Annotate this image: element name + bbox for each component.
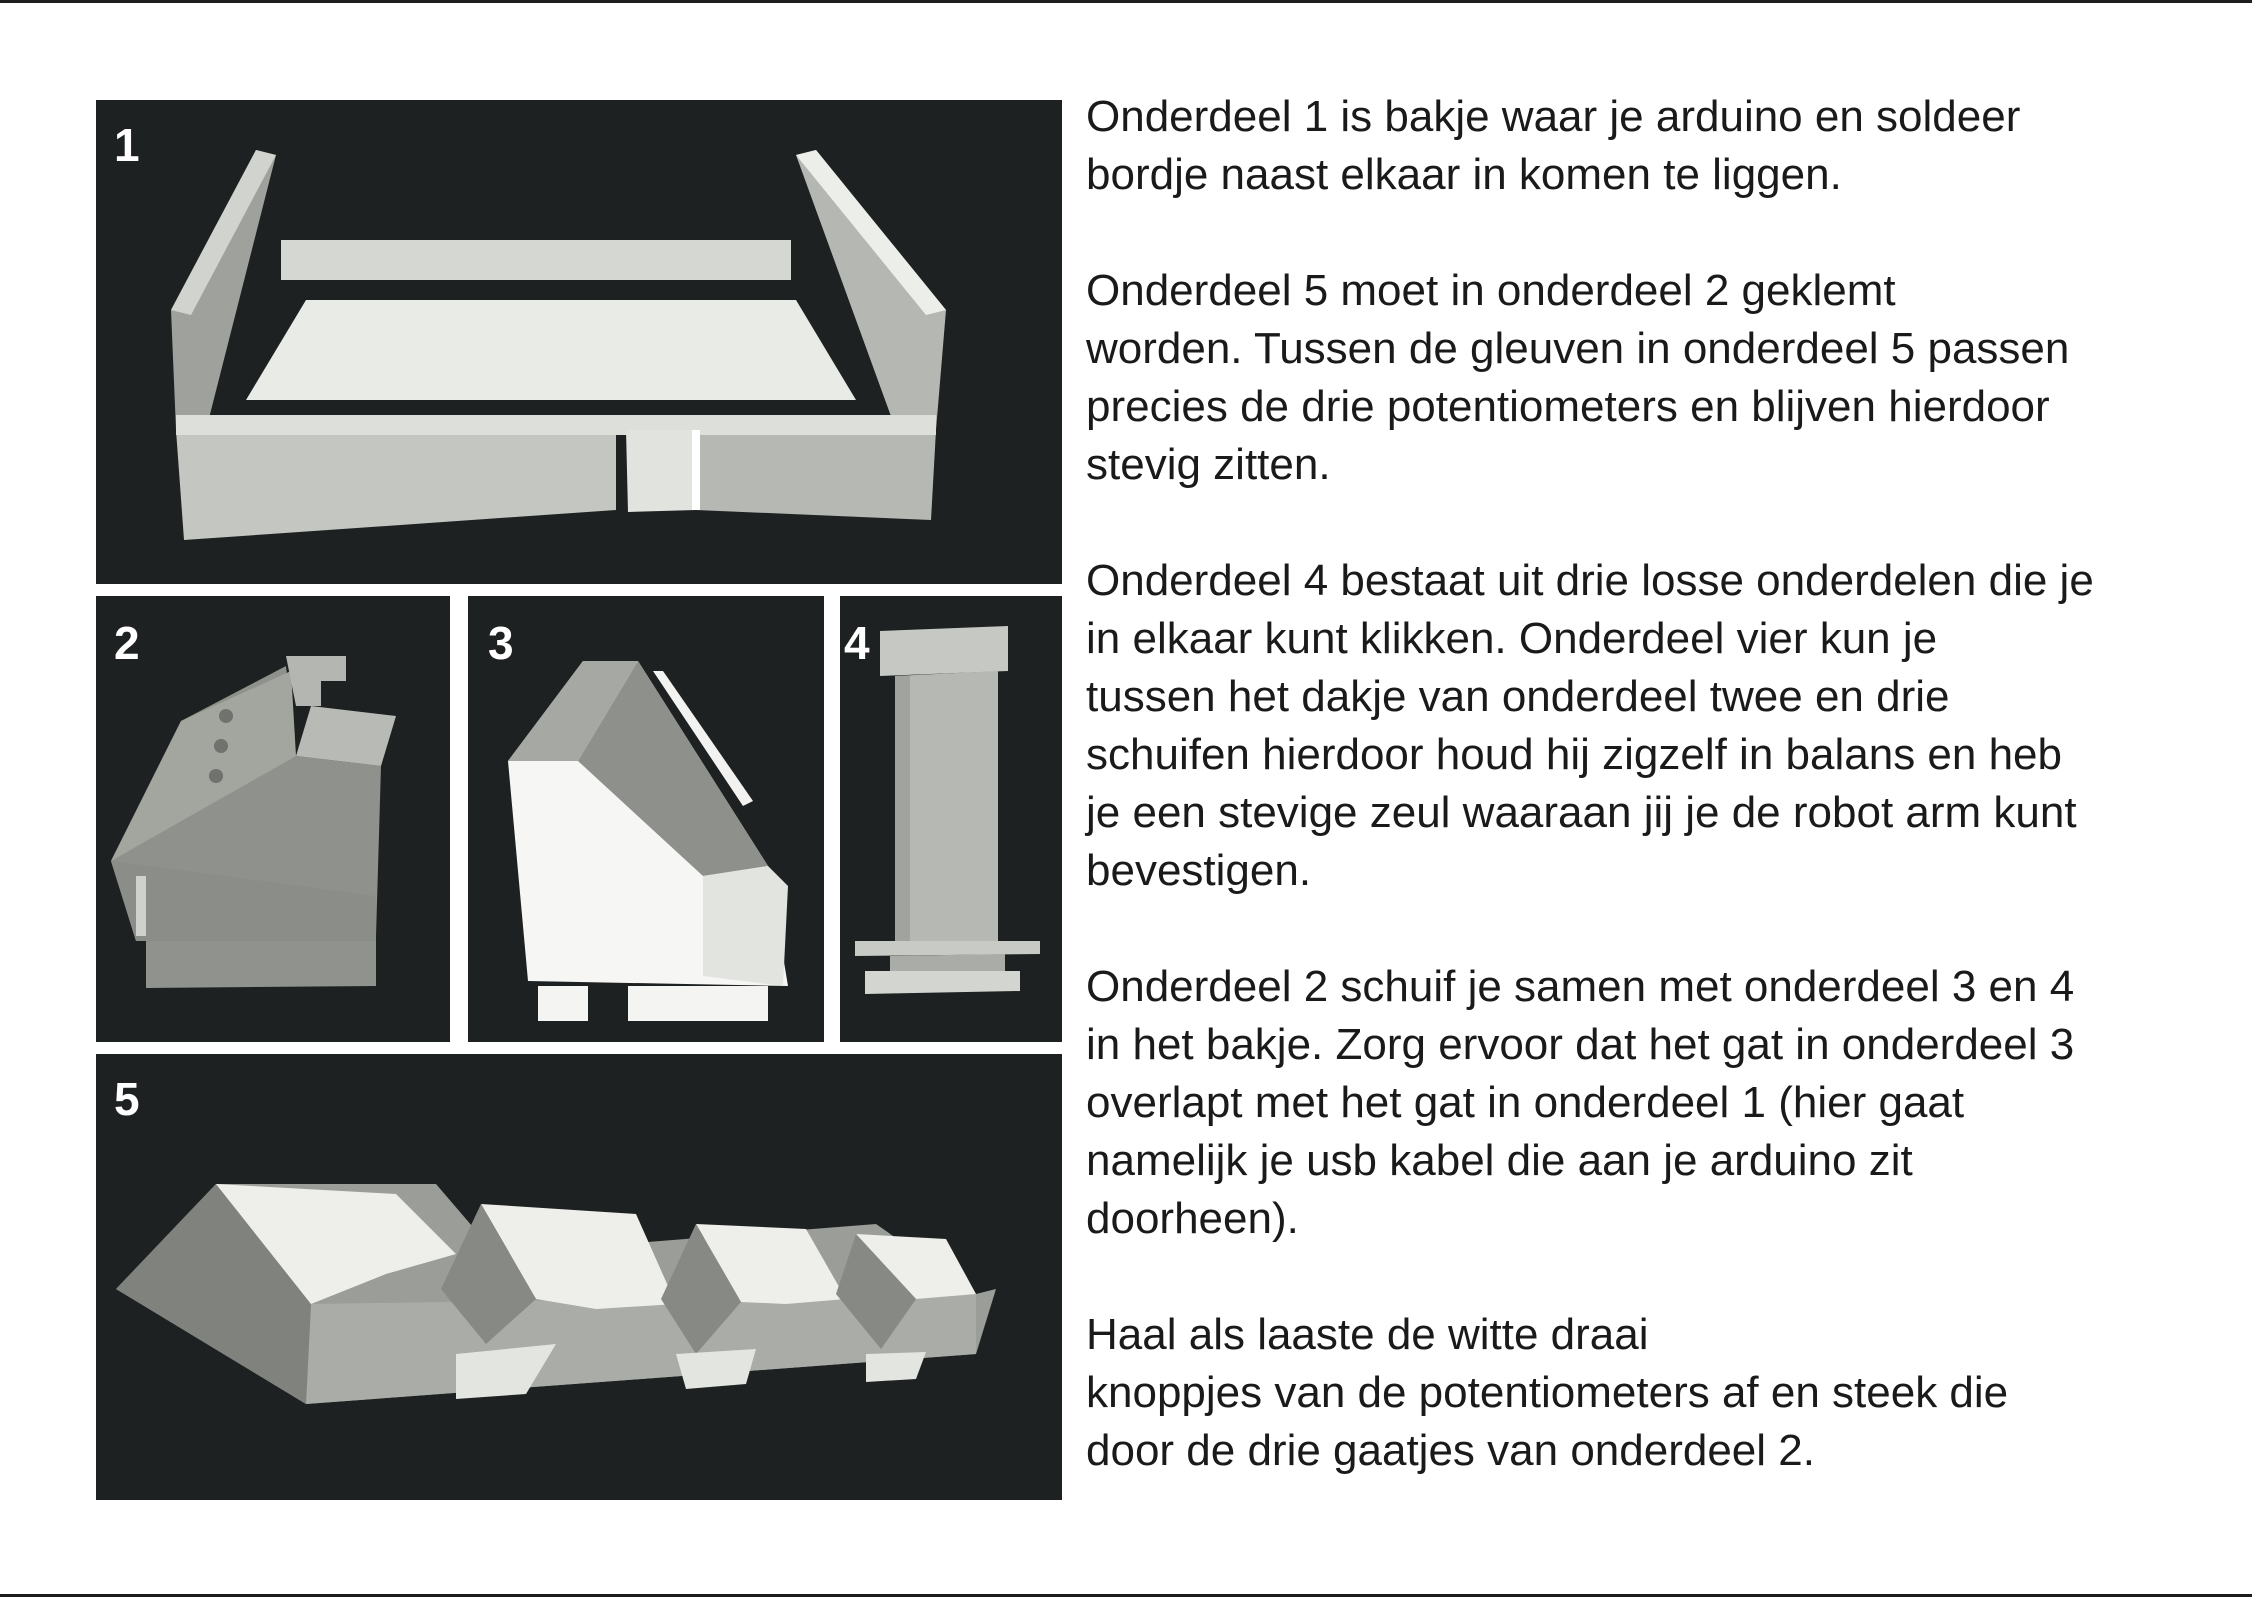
bottom-rule — [0, 1594, 2252, 1597]
part-number-label: 5 — [114, 1073, 140, 1125]
part-number-label: 3 — [488, 617, 514, 669]
instruction-paragraph-part-5: Onderdeel 5 moet in onderdeel 2 geklemt worden. Tussen de gleuven in onderdeel 5 passen precies de drie potentiometers en blijven hierdoor stevig zitten. — [1086, 266, 2070, 489]
part-5-slotted-block-render — [96, 1054, 1062, 1500]
part-1-tray-render — [96, 100, 1062, 584]
part-number-label: 4 — [844, 617, 870, 669]
instruction-paragraph-part-2: Onderdeel 2 schuif je samen met onderdeel 3 en 4 in het bakje. Zorg ervoor dat het gat in onderdeel 3 overlapt met het gat in onderdeel 1 (hier gaat namelijk je usb kabel die aan je arduino zit doorheen). — [1086, 962, 2075, 1243]
part-5-image — [96, 1054, 1062, 1500]
top-rule — [0, 0, 2252, 3]
part-4-stand-render — [840, 596, 1062, 1042]
part-number-label: 1 — [114, 119, 140, 171]
part-1-image — [96, 100, 1062, 584]
part-2-housing-render — [96, 596, 450, 1042]
instruction-paragraph-knobs: Haal als laaste de witte draai knoppjes van de potentiometers af en steek die door de drie gaatjes van onderdeel 2. — [1086, 1310, 2009, 1475]
part-4-image — [840, 596, 1062, 1042]
part-number-label: 2 — [114, 617, 140, 669]
instructions-text — [1086, 88, 2206, 1538]
part-2-image — [96, 596, 450, 1042]
part-3-image — [468, 596, 824, 1042]
instruction-paragraph-part-4: Onderdeel 4 bestaat uit drie losse onderdelen die je in elkaar kunt klikken. Onderdeel vier kun je tussen het dakje van onderdeel twee en drie schuifen hierdoor houd hij zigzelf in balans en heb je een stevige zeul waaraan jij je de robot arm kunt bevestigen. — [1086, 556, 2094, 895]
part-3-housing-render — [468, 596, 824, 1042]
instruction-paragraph-part-1: Onderdeel 1 is bakje waar je arduino en soldeer bordje naast elkaar in komen te liggen. — [1086, 92, 2021, 199]
